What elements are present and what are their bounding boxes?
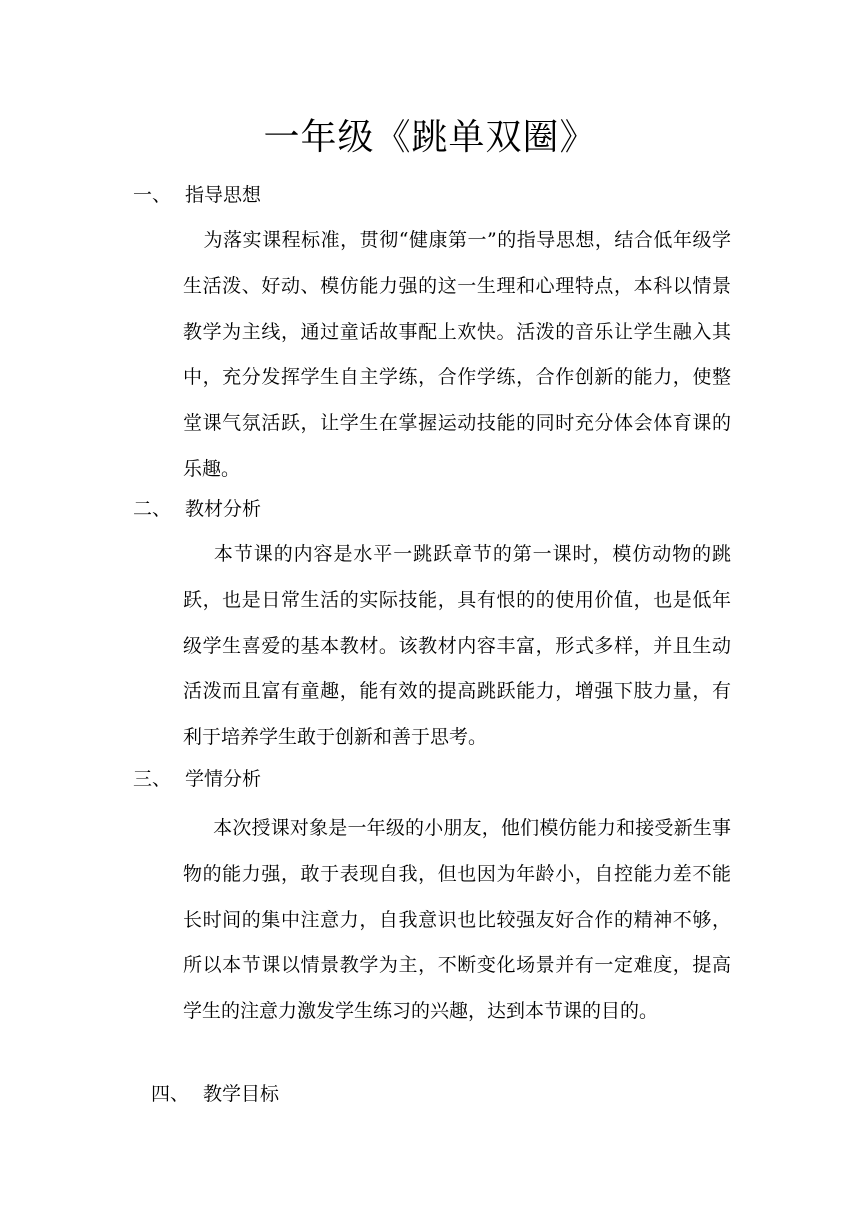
section-body-3 — [183, 806, 731, 1035]
section-title-1: 指导思想 — [185, 184, 262, 206]
section-number-2: 二、 — [133, 498, 172, 520]
section-title-4: 教学目标 — [203, 1083, 280, 1105]
section-heading-4 — [151, 1079, 279, 1109]
section-title-2: 教材分析 — [185, 498, 262, 520]
section-heading-1 — [133, 180, 261, 210]
document-title: 一年级《跳单双圈》 — [263, 117, 597, 158]
section-text-2: 本节课的内容是水平一跳跃章节的第一课时，模仿动物的跳跃，也是日常生活的实际技能，具有恨的的使用价值，也是低年级学生喜爱的基本教材。该教材内容丰富，形式多样，并且生动活泼而且富有童趣，能有效的提高跳跃能力，增强下肢力量，有利于培养学生敢于创新和善于思考。 — [183, 543, 731, 749]
section-title-3: 学情分析 — [185, 768, 262, 790]
section-heading-3 — [133, 764, 261, 794]
section-number-3: 三、 — [133, 768, 172, 790]
section-number-4: 四、 — [151, 1083, 190, 1105]
section-body-2 — [183, 532, 731, 761]
section-body-1 — [183, 218, 731, 493]
section-text-3: 本次授课对象是一年级的小朋友，他们模仿能力和接受新生事物的能力强，敢于表现自我，但也因为年龄小，自控能力差不能长时间的集中注意力，自我意识也比较强友好合作的精神不够，所以本节课以情景教学为主，不断变化场景并有一定难度，提高学生的注意力激发学生练习的兴趣，达到本节课的目的。 — [183, 817, 731, 1023]
section-number-1: 一、 — [133, 184, 172, 206]
section-heading-2 — [133, 494, 261, 524]
section-text-1: 为落实课程标准，贯彻“健康第一”的指导思想，结合低年级学生活泼、好动、模仿能力强的这一生理和心理特点，本科以情景教学为主线，通过童话故事配上欢快。活泼的音乐让学生融入其中，充分发挥学生自主学练，合作学练，合作创新的能力，使整堂课气氛活跃，让学生在掌握运动技能的同时充分体会体育课的乐趣。 — [183, 229, 731, 480]
